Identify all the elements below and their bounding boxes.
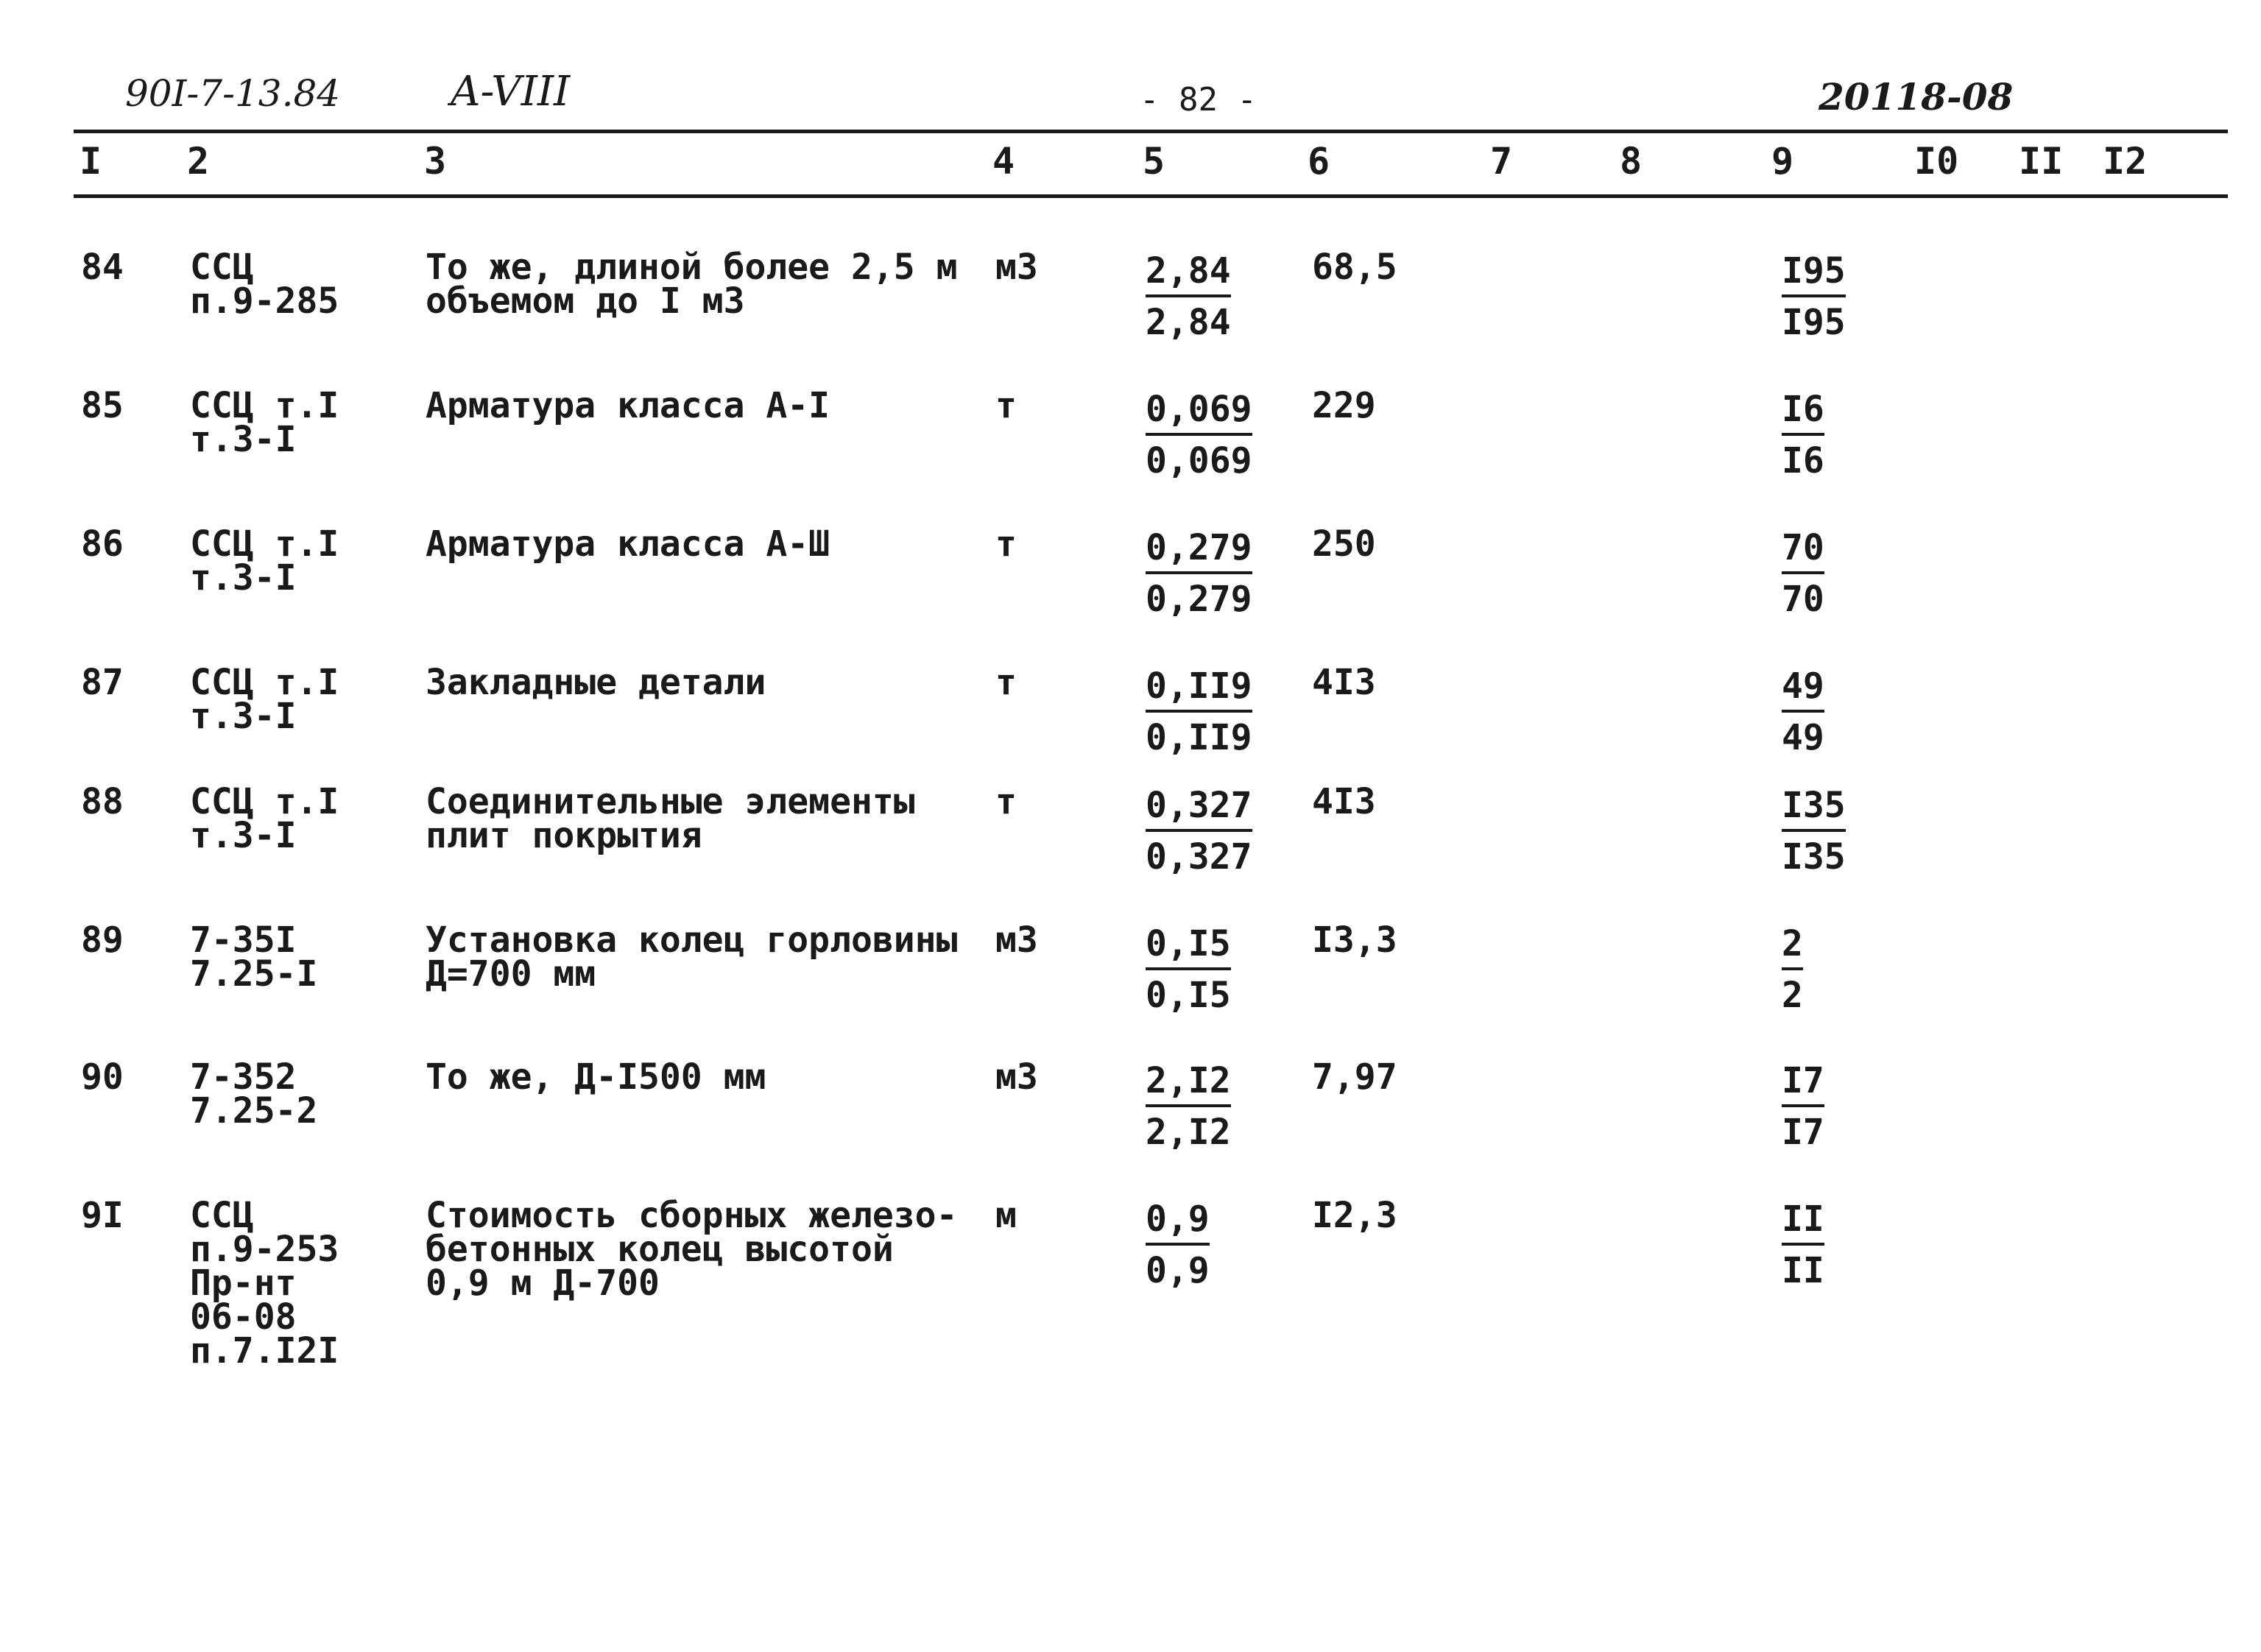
column-header-12: I2 xyxy=(2103,140,2148,183)
column-header-9: 9 xyxy=(1771,140,1794,183)
header-bottom-rule xyxy=(74,194,2228,198)
row-description: Стоимость сборных железо- бетонных колец высотой 0,9 м Д-700 xyxy=(426,1195,958,1304)
cost-denominator: I35 xyxy=(1782,836,1846,878)
quantity-denominator: 0,II9 xyxy=(1146,717,1252,758)
cost-denominator: I7 xyxy=(1782,1112,1824,1153)
row-reference: ССЦ т.I т.3-I xyxy=(190,385,339,460)
cost-denominator: I95 xyxy=(1782,302,1846,343)
row-unit-price: 229 xyxy=(1312,385,1376,426)
table-row xyxy=(0,1195,2261,1390)
row-reference: 7-352 7.25-2 xyxy=(190,1056,318,1132)
row-unit: м3 xyxy=(995,247,1038,288)
row-unit: т xyxy=(995,781,1017,822)
quantity-numerator: 0,9 xyxy=(1146,1199,1210,1246)
row-number: 84 xyxy=(81,247,124,288)
column-header-1: I xyxy=(80,140,102,183)
row-cost xyxy=(1782,785,1846,878)
quantity-denominator: 0,069 xyxy=(1146,440,1252,481)
quantity-numerator: 0,069 xyxy=(1146,389,1252,436)
page-number: - 82 - xyxy=(1140,81,1257,119)
row-cost xyxy=(1782,923,1803,1016)
cost-denominator: I6 xyxy=(1782,440,1824,481)
quantity-denominator: 0,9 xyxy=(1146,1250,1210,1291)
row-unit: м3 xyxy=(995,919,1038,961)
quantity-denominator: 2,84 xyxy=(1146,302,1231,343)
row-unit-price: 68,5 xyxy=(1312,247,1397,288)
row-quantity xyxy=(1146,389,1252,481)
column-header-5: 5 xyxy=(1143,140,1165,183)
table-row xyxy=(0,523,2261,660)
row-unit-price: I3,3 xyxy=(1312,919,1397,961)
row-cost xyxy=(1782,250,1846,343)
quantity-denominator: 2,I2 xyxy=(1146,1112,1231,1153)
row-number: 88 xyxy=(81,781,124,822)
column-header-11: II xyxy=(2019,140,2064,183)
quantity-numerator: 0,279 xyxy=(1146,527,1252,574)
column-header-3: 3 xyxy=(424,140,447,183)
row-description: То же, длиной более 2,5 м объемом до I м3 xyxy=(426,247,958,322)
table-row xyxy=(0,247,2261,383)
row-number: 86 xyxy=(81,523,124,565)
quantity-denominator: 0,327 xyxy=(1146,836,1252,878)
row-quantity xyxy=(1146,1199,1210,1291)
row-description: Установка колец горловины Д=700 мм xyxy=(426,919,958,995)
row-description: Соединительные элементы плит покрытия xyxy=(426,781,915,856)
row-cost xyxy=(1782,389,1824,481)
cost-denominator: 70 xyxy=(1782,579,1824,620)
row-description: То же, Д-I500 мм xyxy=(426,1056,766,1098)
cost-denominator: II xyxy=(1782,1250,1824,1291)
row-number: 87 xyxy=(81,662,124,703)
row-unit-price: 4I3 xyxy=(1312,662,1376,703)
row-cost xyxy=(1782,527,1824,620)
table-row xyxy=(0,781,2261,917)
quantity-numerator: 0,II9 xyxy=(1146,666,1252,713)
quantity-numerator: 2,84 xyxy=(1146,250,1231,297)
row-unit: т xyxy=(995,385,1017,426)
section-label: A-VIII xyxy=(451,68,571,116)
row-unit: т xyxy=(995,662,1017,703)
row-number: 9I xyxy=(81,1195,124,1236)
row-unit-price: 4I3 xyxy=(1312,781,1376,822)
cost-denominator: 2 xyxy=(1782,975,1803,1016)
column-header-10: I0 xyxy=(1914,140,1959,183)
row-quantity xyxy=(1146,527,1252,620)
row-reference: ССЦ т.I т.3-I xyxy=(190,781,339,856)
row-number: 90 xyxy=(81,1056,124,1098)
row-reference: ССЦ т.I т.3-I xyxy=(190,523,339,599)
cost-numerator: I7 xyxy=(1782,1060,1824,1107)
row-unit: т xyxy=(995,523,1017,565)
row-cost xyxy=(1782,1060,1824,1153)
quantity-denominator: 0,279 xyxy=(1146,579,1252,620)
column-header-2: 2 xyxy=(187,140,210,183)
row-number: 89 xyxy=(81,919,124,961)
column-header-8: 8 xyxy=(1620,140,1643,183)
row-unit-price: 7,97 xyxy=(1312,1056,1397,1098)
document-code: 90I-7-13.84 xyxy=(125,72,341,115)
cost-numerator: II xyxy=(1782,1199,1824,1246)
row-description: Арматура класса А-Ш xyxy=(426,523,830,565)
row-quantity xyxy=(1146,923,1231,1016)
row-reference: ССЦ п.9-253 Пр-нт 06-08 п.7.I2I xyxy=(190,1195,339,1372)
cost-numerator: 2 xyxy=(1782,923,1803,970)
row-reference: 7-35I 7.25-I xyxy=(190,919,318,995)
row-cost xyxy=(1782,1199,1824,1291)
quantity-numerator: 0,327 xyxy=(1146,785,1252,832)
row-quantity xyxy=(1146,250,1231,343)
quantity-numerator: 2,I2 xyxy=(1146,1060,1231,1107)
cost-denominator: 49 xyxy=(1782,717,1824,758)
table-row xyxy=(0,385,2261,521)
quantity-numerator: 0,I5 xyxy=(1146,923,1231,970)
column-header-4: 4 xyxy=(992,140,1015,183)
row-unit: м3 xyxy=(995,1056,1038,1098)
row-reference: ССЦ п.9-285 xyxy=(190,247,339,322)
row-reference: ССЦ т.I т.3-I xyxy=(190,662,339,737)
cost-numerator: I6 xyxy=(1782,389,1824,436)
row-quantity xyxy=(1146,785,1252,878)
cost-numerator: I95 xyxy=(1782,250,1846,297)
row-quantity xyxy=(1146,666,1252,758)
table-row xyxy=(0,919,2261,1056)
row-description: Закладные детали xyxy=(426,662,766,703)
row-unit: м xyxy=(995,1195,1017,1236)
cost-numerator: 70 xyxy=(1782,527,1824,574)
column-header-6: 6 xyxy=(1308,140,1330,183)
row-unit-price: I2,3 xyxy=(1312,1195,1397,1236)
cost-numerator: I35 xyxy=(1782,785,1846,832)
table-row xyxy=(0,1056,2261,1193)
sheet-code: 20118-08 xyxy=(1819,75,2014,119)
row-description: Арматура класса А-I xyxy=(426,385,830,426)
row-unit-price: 250 xyxy=(1312,523,1376,565)
table-row xyxy=(0,662,2261,798)
row-cost xyxy=(1782,666,1824,758)
header-top-rule xyxy=(74,130,2228,133)
row-quantity xyxy=(1146,1060,1231,1153)
column-header-7: 7 xyxy=(1490,140,1513,183)
cost-numerator: 49 xyxy=(1782,666,1824,713)
quantity-denominator: 0,I5 xyxy=(1146,975,1231,1016)
row-number: 85 xyxy=(81,385,124,426)
